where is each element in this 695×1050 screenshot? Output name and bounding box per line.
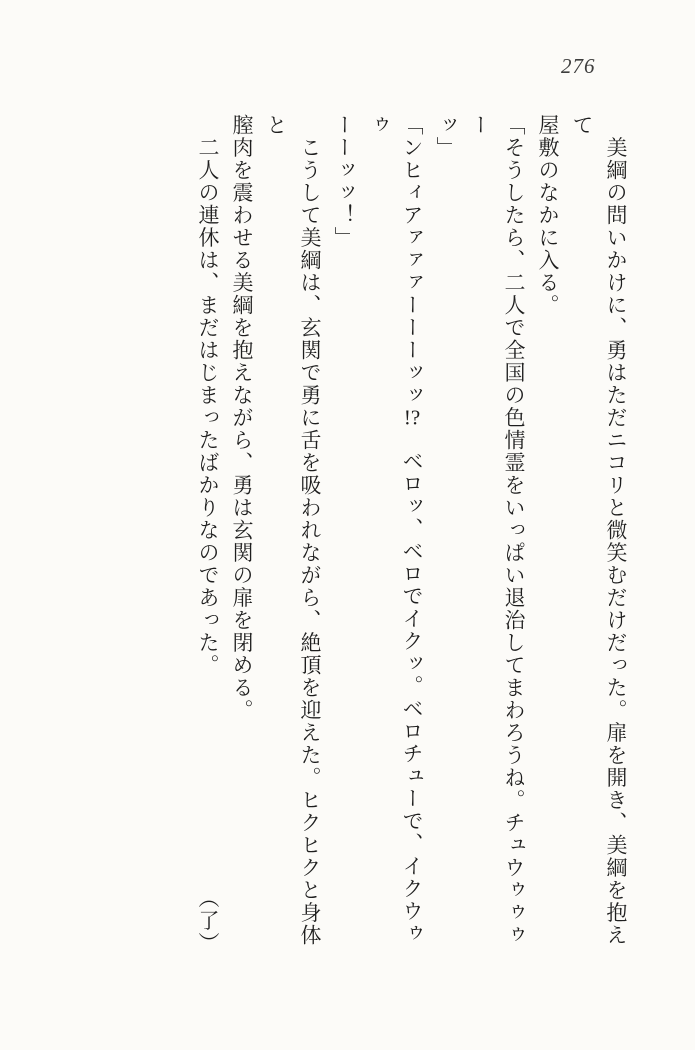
text-column-4: ッ」 <box>434 114 458 159</box>
page-number: 276 <box>561 54 596 78</box>
text-column-9 <box>191 114 225 954</box>
text-column-8: 膣肉を震わせる美綱を抱えながら、勇は玄関の扉を閉める。 <box>230 114 254 722</box>
scream-text-start: 「ンヒィアァァァーーーッッ <box>400 114 424 407</box>
text-column-2: 屋敷のなかに入る。 <box>536 114 560 317</box>
end-mark: （了） <box>196 886 220 954</box>
text-column-7: こうして美綱は、玄関で勇に舌を吸われながら、絶頂を迎えた。ヒクヒクと身体と <box>264 114 322 947</box>
text-column-6: ーーッッ！」 <box>332 114 356 249</box>
text-column-1: 美綱の問いかけに、勇はただニコリと微笑むだけだった。扉を開き、美綱を抱えて <box>570 114 628 947</box>
text-block <box>191 114 633 954</box>
tcy-exclamation-question: !? <box>403 406 421 428</box>
scream-text-end: ベロッ、ベロでイクッ。ベロチューで、イクウゥゥ <box>366 114 424 945</box>
final-sentence: 二人の連休は、まだはじまったばかりなのであった。 <box>196 114 220 677</box>
text-column-5 <box>361 114 429 954</box>
text-column-3: 「そうしたら、二人で全国の色情霊をいっぱい退治してまわろうね。チュウゥゥゥー <box>468 114 526 947</box>
